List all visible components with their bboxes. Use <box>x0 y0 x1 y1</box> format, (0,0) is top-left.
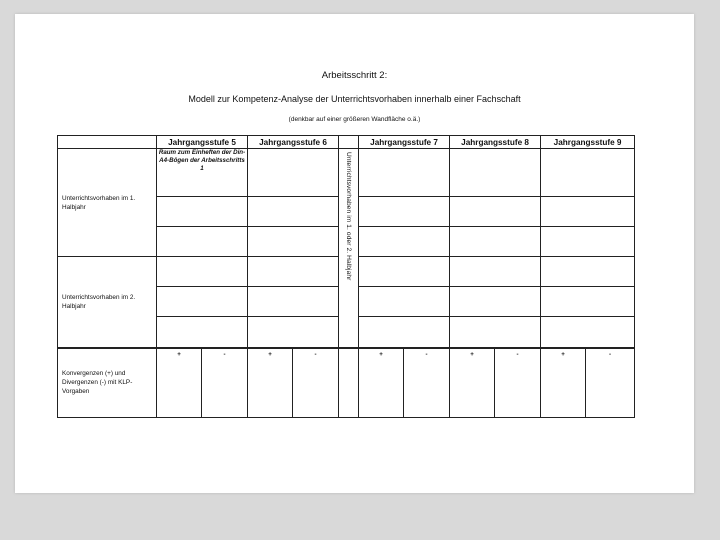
row-label-kv: Konvergenzen (+) und Divergenzen (-) mit KLP-Vorgaben <box>58 348 157 418</box>
cell-note: Raum zum Einheften der Din-A4-Bögen der Arbeitsschritts 1 <box>157 149 248 197</box>
document-note: (denkbar auf einer größeren Wandfläche o.ä.) <box>288 116 421 123</box>
table-cell <box>248 227 339 257</box>
plus-cell: + <box>248 348 293 418</box>
table-cell <box>450 317 541 348</box>
minus-cell: - <box>495 348 541 418</box>
table-cell <box>541 287 635 317</box>
table-cell <box>248 257 339 287</box>
table-cell <box>541 257 635 287</box>
table-cell <box>359 317 450 348</box>
row-label-second-half: Unterrichtsvorhaben im 2. Halbjahr <box>58 257 157 348</box>
table-cell <box>450 287 541 317</box>
header-jgst-7: Jahrgangsstufe 7 <box>359 136 450 149</box>
header-jgst-9: Jahrgangsstufe 9 <box>541 136 635 149</box>
vertical-label-cell <box>339 149 359 348</box>
table-cell <box>541 227 635 257</box>
plus-cell: + <box>450 348 495 418</box>
document-page <box>15 14 694 493</box>
table-cell <box>359 149 450 197</box>
table-cell <box>450 227 541 257</box>
table-cell <box>541 197 635 227</box>
table-cell <box>339 348 359 418</box>
table-cell <box>450 257 541 287</box>
table-cell <box>248 149 339 197</box>
table-cell <box>359 257 450 287</box>
header-jgst-6: Jahrgangsstufe 6 <box>248 136 339 149</box>
table-cell <box>359 197 450 227</box>
header-corner <box>58 136 157 149</box>
document-title: Arbeitsschritt 2: <box>321 70 388 81</box>
competence-analysis-table <box>57 135 635 418</box>
table-cell <box>359 287 450 317</box>
header-gap <box>339 136 359 149</box>
table-cell <box>450 197 541 227</box>
row-label-first-half: Unterrichtsvorhaben im 1. Halbjahr <box>58 149 157 257</box>
table-cell <box>157 317 248 348</box>
plus-cell: + <box>541 348 586 418</box>
table-cell <box>248 197 339 227</box>
table-cell <box>359 227 450 257</box>
header-jgst-8: Jahrgangsstufe 8 <box>450 136 541 149</box>
table-row-kv <box>58 348 635 418</box>
minus-cell: - <box>404 348 450 418</box>
table-cell <box>157 257 248 287</box>
plus-cell: + <box>359 348 404 418</box>
table-cell <box>157 287 248 317</box>
header-jgst-5: Jahrgangsstufe 5 <box>157 136 248 149</box>
table-cell <box>541 317 635 348</box>
table-cell <box>157 227 248 257</box>
table-cell <box>248 317 339 348</box>
document-subtitle: Modell zur Kompetenz-Analyse der Unterrichtsvorhaben innerhalb einer Fachschaft <box>188 94 521 104</box>
plus-cell: + <box>157 348 202 418</box>
minus-cell: - <box>293 348 339 418</box>
minus-cell: - <box>586 348 635 418</box>
table-cell <box>248 287 339 317</box>
table-cell <box>450 149 541 197</box>
table-cell <box>157 197 248 227</box>
table-cell <box>541 149 635 197</box>
header-row <box>58 136 635 149</box>
vertical-label: Unterrichtsvorhaben im 1. oder 2. Halbjahr <box>345 152 353 281</box>
table-row <box>58 149 635 197</box>
minus-cell: - <box>202 348 248 418</box>
